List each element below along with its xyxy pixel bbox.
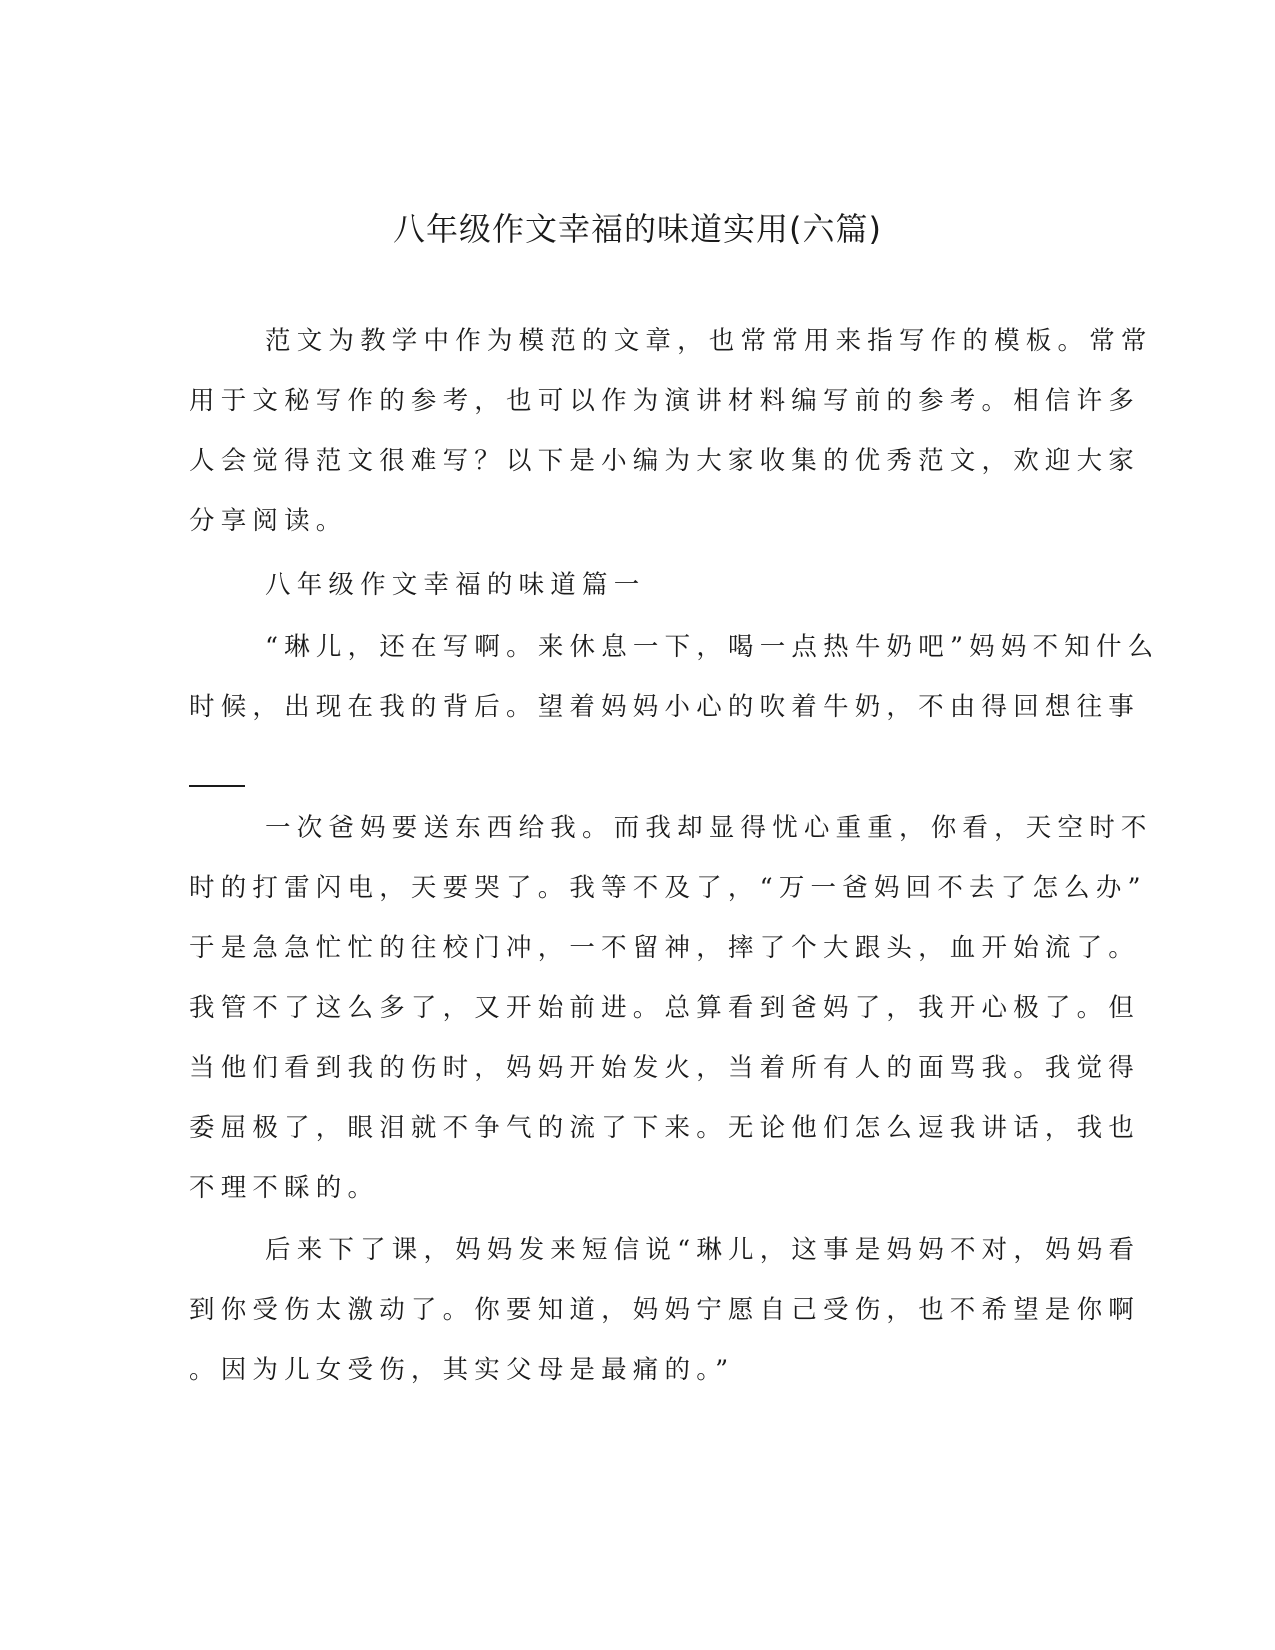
paragraph-line: 用于文秘写作的参考，也可以作为演讲材料编写前的参考。相信许多	[189, 386, 1141, 416]
em-dash-rule	[189, 785, 245, 787]
paragraph-line: 后来下了课，妈妈发来短信说“琳儿，这事是妈妈不对，妈妈看	[265, 1235, 1141, 1265]
paragraph-line: 当他们看到我的伤时，妈妈开始发火，当着所有人的面骂我。我觉得	[189, 1053, 1141, 1083]
paragraph-line: 我管不了这么多了，又开始前进。总算看到爸妈了，我开心极了。但	[189, 993, 1141, 1023]
paragraph-line: 人会觉得范文很难写？以下是小编为大家收集的优秀范文，欢迎大家	[189, 446, 1141, 476]
paragraph-line: 范文为教学中作为模范的文章，也常常用来指写作的模板。常常	[265, 326, 1153, 356]
paragraph-line: 到你受伤太激动了。你要知道，妈妈宁愿自己受伤，也不希望是你啊	[189, 1295, 1141, 1325]
document-title: 八年级作文幸福的味道实用(六篇)	[393, 210, 882, 248]
paragraph-line: 委屈极了，眼泪就不争气的流了下来。无论他们怎么逗我讲话，我也	[189, 1113, 1141, 1143]
paragraph-line: 时的打雷闪电，天要哭了。我等不及了，“万一爸妈回不去了怎么办”	[189, 873, 1147, 903]
paragraph-line: 于是急急忙忙的往校门冲，一不留神，摔了个大跟头，血开始流了。	[189, 933, 1141, 963]
paragraph-line: “琳儿，还在写啊。来休息一下，喝一点热牛奶吧”妈妈不知什么	[265, 632, 1160, 662]
paragraph-line: 不理不睬的。	[189, 1173, 380, 1203]
paragraph-line: 分享阅读。	[189, 506, 348, 536]
paragraph-line: 一次爸妈要送东西给我。而我却显得忧心重重，你看，天空时不	[265, 813, 1153, 843]
paragraph-line: 时候，出现在我的背后。望着妈妈小心的吹着牛奶，不由得回想往事	[189, 692, 1141, 722]
section-heading: 八年级作文幸福的味道篇一	[265, 570, 646, 600]
paragraph-line: 。因为儿女受伤，其实父母是最痛的。”	[189, 1355, 735, 1385]
